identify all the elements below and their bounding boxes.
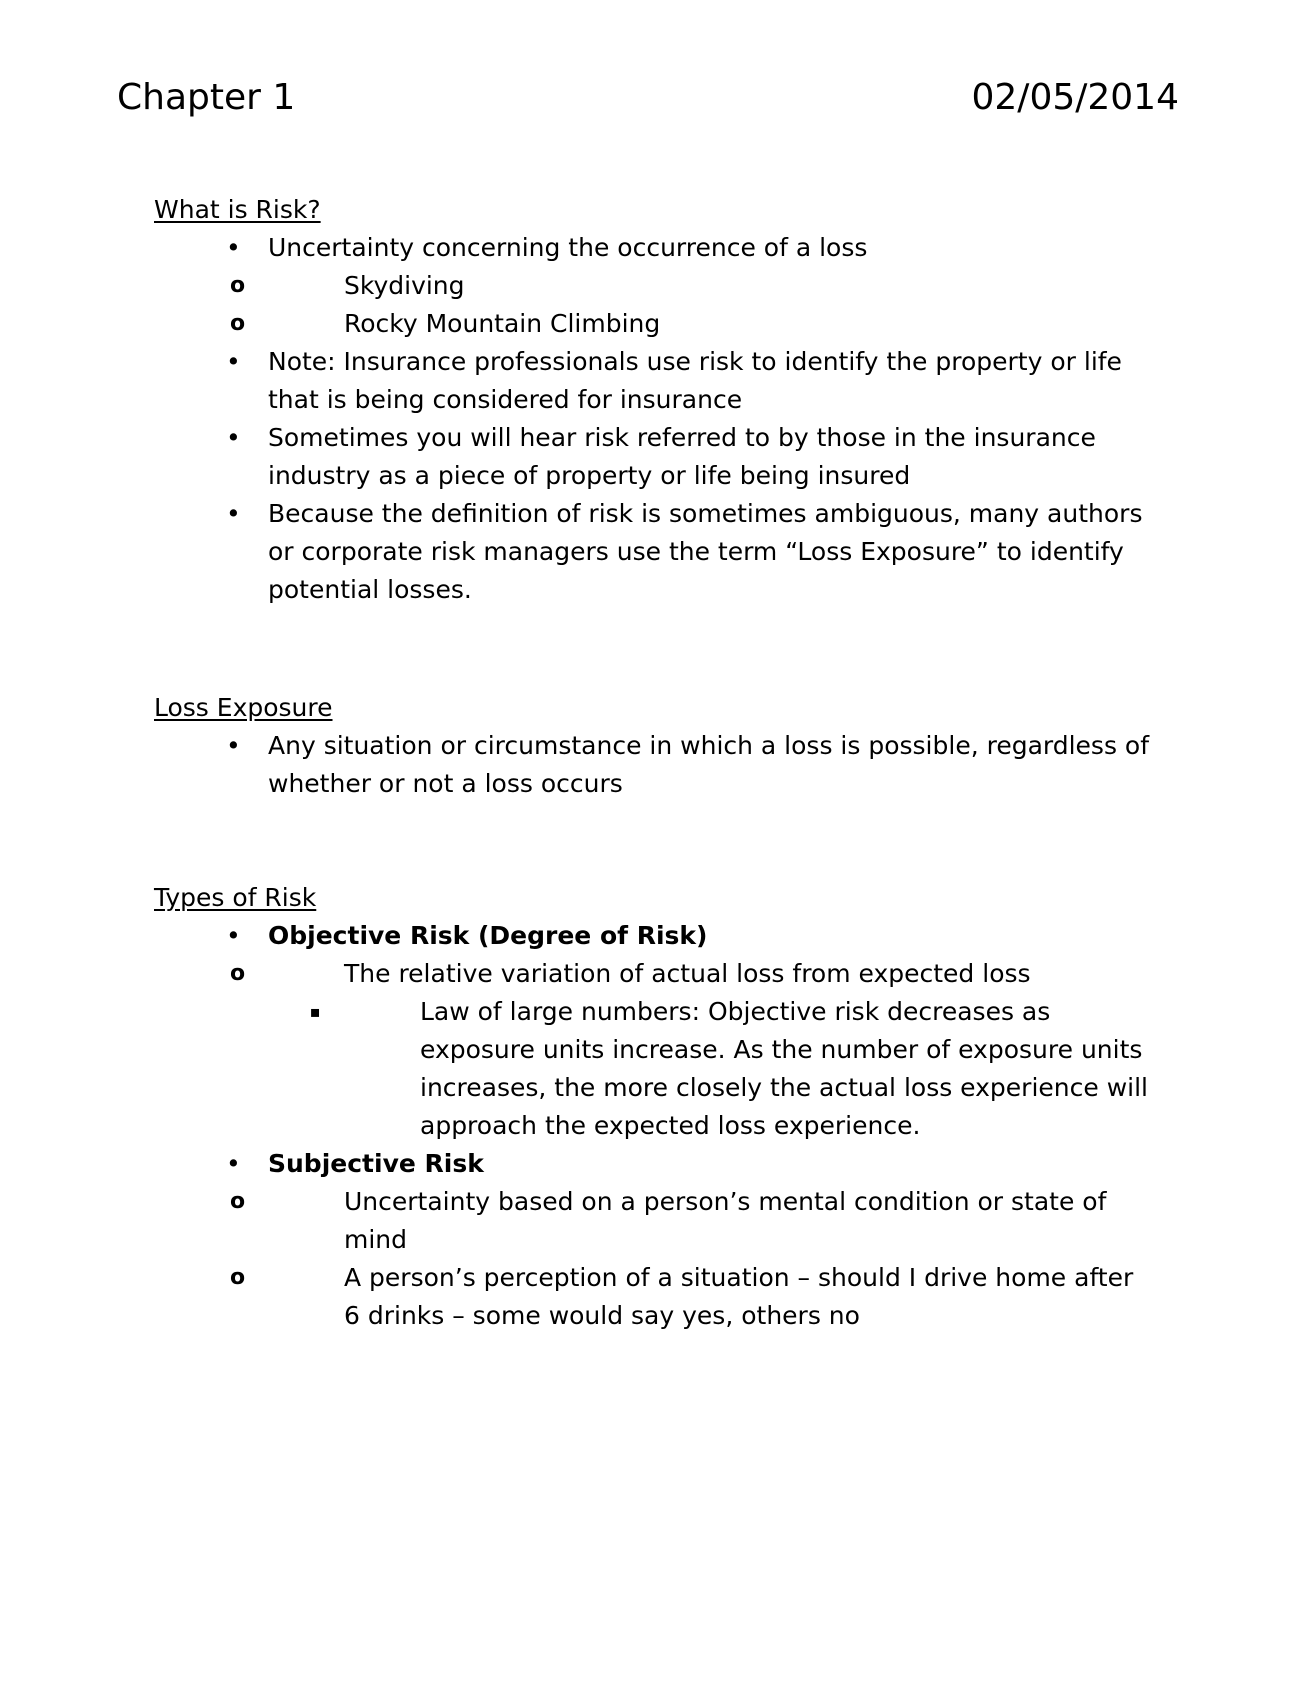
list-item-text: Because the definition of risk is sometimes ambiguous, many authors or corporate risk managers use the term “Loss Exposure” to identify potential losses.	[268, 499, 1143, 604]
bullet-list	[154, 229, 1154, 609]
sub-bullet-marker: o	[230, 1265, 246, 1290]
sub-bullet-marker: o	[230, 311, 246, 336]
section-loss-exposure	[154, 689, 1154, 803]
sub-list-item-text: Skydiving	[344, 271, 465, 300]
list-item	[154, 1145, 1154, 1335]
sub-list-item	[230, 305, 1154, 343]
bullet-marker: •	[226, 347, 241, 376]
bullet-list	[154, 917, 1154, 1335]
bullet-marker: •	[226, 423, 241, 452]
sub-list-item	[230, 267, 1154, 305]
list-item	[154, 917, 1154, 1145]
list-item-text: Uncertainty concerning the occurrence of a loss	[268, 233, 868, 262]
list-item-text: Subjective Risk	[268, 1149, 484, 1178]
sub-list	[230, 267, 1154, 343]
sub-list-item	[230, 1183, 1154, 1259]
bullet-marker: •	[226, 499, 241, 528]
list-item	[154, 229, 1154, 343]
sub-list-item	[230, 955, 1154, 1145]
sub-list-item	[230, 1259, 1154, 1335]
sub-list	[230, 1183, 1154, 1335]
bullet-list	[154, 727, 1154, 803]
sub-list	[230, 955, 1154, 1145]
square-bullet-marker: ▪	[309, 1002, 321, 1021]
bullet-marker: •	[226, 921, 241, 950]
section-heading: What is Risk?	[154, 195, 321, 224]
sub-list-item-text: The relative variation of actual loss from expected loss	[344, 959, 1031, 988]
sub-list-item-text: Uncertainty based on a person’s mental condition or state of mind	[344, 1187, 1107, 1254]
sub-sub-list	[309, 993, 1154, 1145]
list-item	[154, 727, 1154, 803]
bullet-marker: •	[226, 731, 241, 760]
sub-sub-list-item-text: Law of large numbers: Objective risk decreases as exposure units increase. As the number of exposure units increases, the more closely the actual loss experience will approach the expected loss experience.	[420, 997, 1148, 1140]
sub-bullet-marker: o	[230, 961, 246, 986]
sub-list-item-text: A person’s perception of a situation – should I drive home after 6 drinks – some would say yes, others no	[344, 1263, 1134, 1330]
list-item	[154, 343, 1154, 419]
list-item	[154, 419, 1154, 495]
chapter-title: Chapter 1	[117, 77, 296, 118]
sub-bullet-marker: o	[230, 1189, 246, 1214]
document-date: 02/05/2014	[971, 77, 1179, 118]
section-heading: Types of Risk	[154, 883, 317, 912]
section-heading: Loss Exposure	[154, 693, 333, 722]
list-item-text: Any situation or circumstance in which a loss is possible, regardless of whether or not a loss occurs	[268, 731, 1150, 798]
bullet-marker: •	[226, 233, 241, 262]
section-what-is-risk	[154, 191, 1154, 609]
list-item-text: Objective Risk (Degree of Risk)	[268, 921, 708, 950]
bullet-marker: •	[226, 1149, 241, 1178]
list-item	[154, 495, 1154, 609]
sub-list-item-text: Rocky Mountain Climbing	[344, 309, 661, 338]
list-item-text: Note: Insurance professionals use risk to identify the property or life that is being considered for insurance	[268, 347, 1122, 414]
section-types-of-risk	[154, 879, 1154, 1335]
sub-bullet-marker: o	[230, 273, 246, 298]
sub-sub-list-item	[309, 993, 1154, 1145]
list-item-text: Sometimes you will hear risk referred to by those in the insurance industry as a piece of property or life being insured	[268, 423, 1096, 490]
